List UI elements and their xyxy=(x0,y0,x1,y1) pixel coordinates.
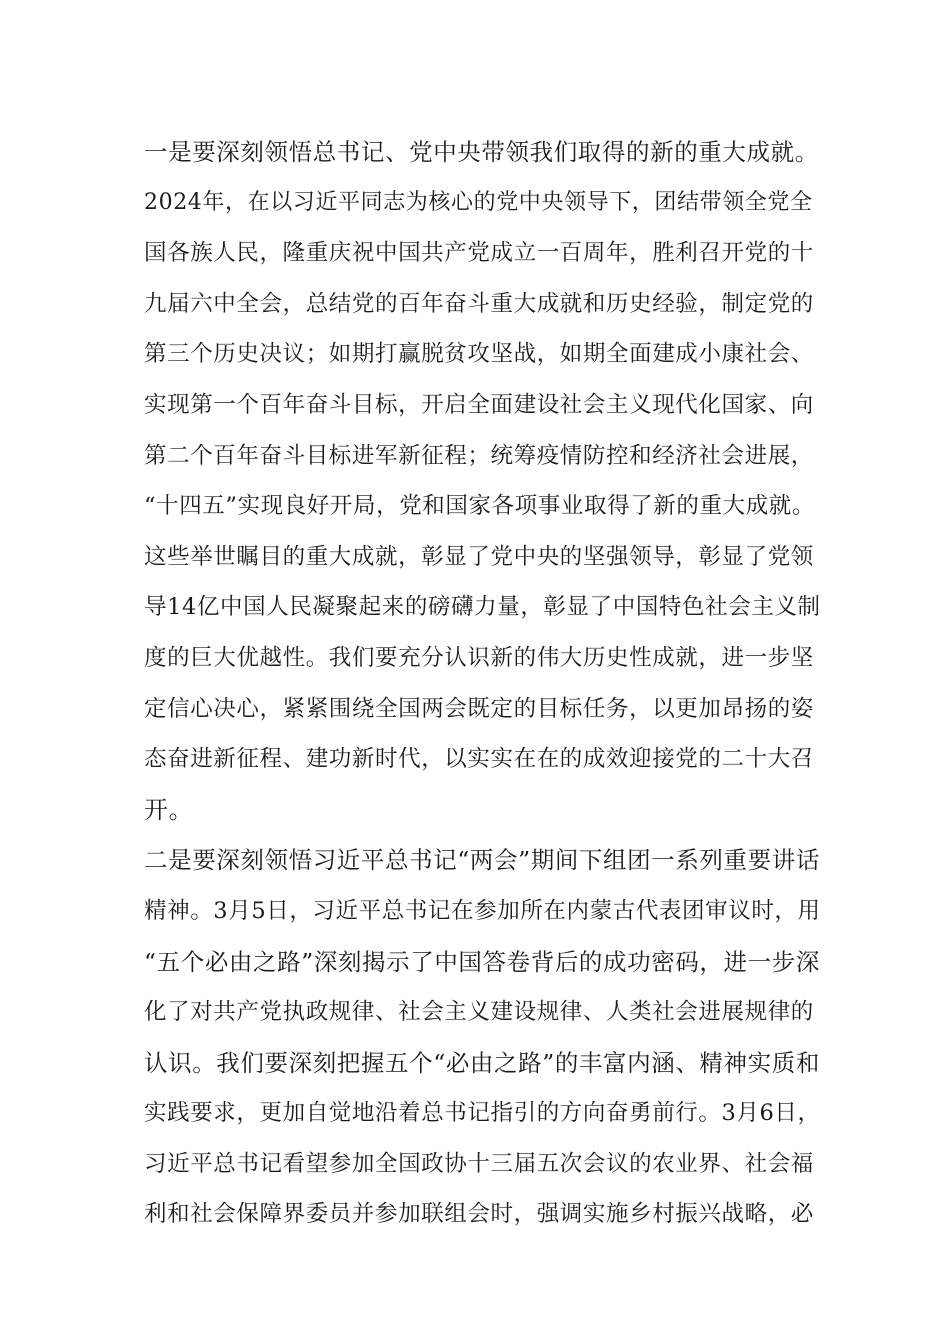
text-line: 九届六中全会，总结党的百年奋斗重大成就和历史经验，制定党的 xyxy=(144,290,814,317)
text-line: 认识。我们要深刻把握五个“必由之路”的丰富内涵、精神实质和 xyxy=(144,1048,820,1077)
text-line: 2024年，在以习近平同志为核心的党中央领导下，团结带领全党全 xyxy=(144,189,813,215)
text-line: 习近平总书记看望参加全国政协十三届五次会议的农业界、社会福 xyxy=(144,1150,814,1177)
text-line: 利和社会保障界委员并参加联组会时，强调实施乡村振兴战略，必 xyxy=(144,1201,814,1228)
text-line: 定信心决心，紧紧围绕全国两会既定的目标任务，以更加昂扬的姿 xyxy=(144,695,814,722)
text-line: 态奋进新征程、建功新时代，以实实在在的成效迎接党的二十大召 xyxy=(144,746,814,773)
text-line: 化了对共产党执政规律、社会主义建设规律、人类社会进展规律的 xyxy=(144,999,814,1026)
paragraph-achievements xyxy=(144,127,824,835)
text-line: 实践要求，更加自觉地沿着总书记指引的方向奋勇前行。3月6日， xyxy=(144,1100,821,1127)
text-line: “五个必由之路”深刻揭示了中国答卷背后的成功密码，进一步深 xyxy=(144,947,820,976)
paragraph-two-sessions-speech xyxy=(144,835,824,1240)
text-line: 实现第一个百年奋斗目标，开启全面建设社会主义现代化国家、向 xyxy=(144,391,814,418)
text-line: 第二个百年奋斗目标进军新征程；统筹疫情防控和经济社会进展， xyxy=(144,442,814,469)
text-line: 二是要深刻领悟习近平总书记“两会”期间下组团一系列重要讲话 xyxy=(144,846,820,875)
text-line: 开。 xyxy=(144,795,194,824)
text-line: 国各族人民，隆重庆祝中国共产党成立一百周年，胜利召开党的十 xyxy=(144,240,814,267)
text-line: 一是要深刻领悟总书记、党中央带领我们取得的新的重大成就。 xyxy=(144,138,819,166)
body-text xyxy=(144,127,824,1240)
text-line: “十四五”实现良好开局，党和国家各项事业取得了新的重大成就。 xyxy=(144,493,816,520)
text-line: 导14亿中国人民凝聚起来的磅礴力量，彰显了中国特色社会主义制 xyxy=(144,594,821,621)
text-line: 第三个历史决议；如期打赢脱贫攻坚战，如期全面建成小康社会、 xyxy=(144,341,814,368)
text-line: 度的巨大优越性。我们要充分认识新的伟大历史性成就，进一步坚 xyxy=(144,644,814,671)
text-line: 精神。3月5日，习近平总书记在参加所在内蒙古代表团审议时，用 xyxy=(144,897,821,924)
text-line: 这些举世瞩目的重大成就，彰显了党中央的坚强领导，彰显了党领 xyxy=(144,543,814,570)
